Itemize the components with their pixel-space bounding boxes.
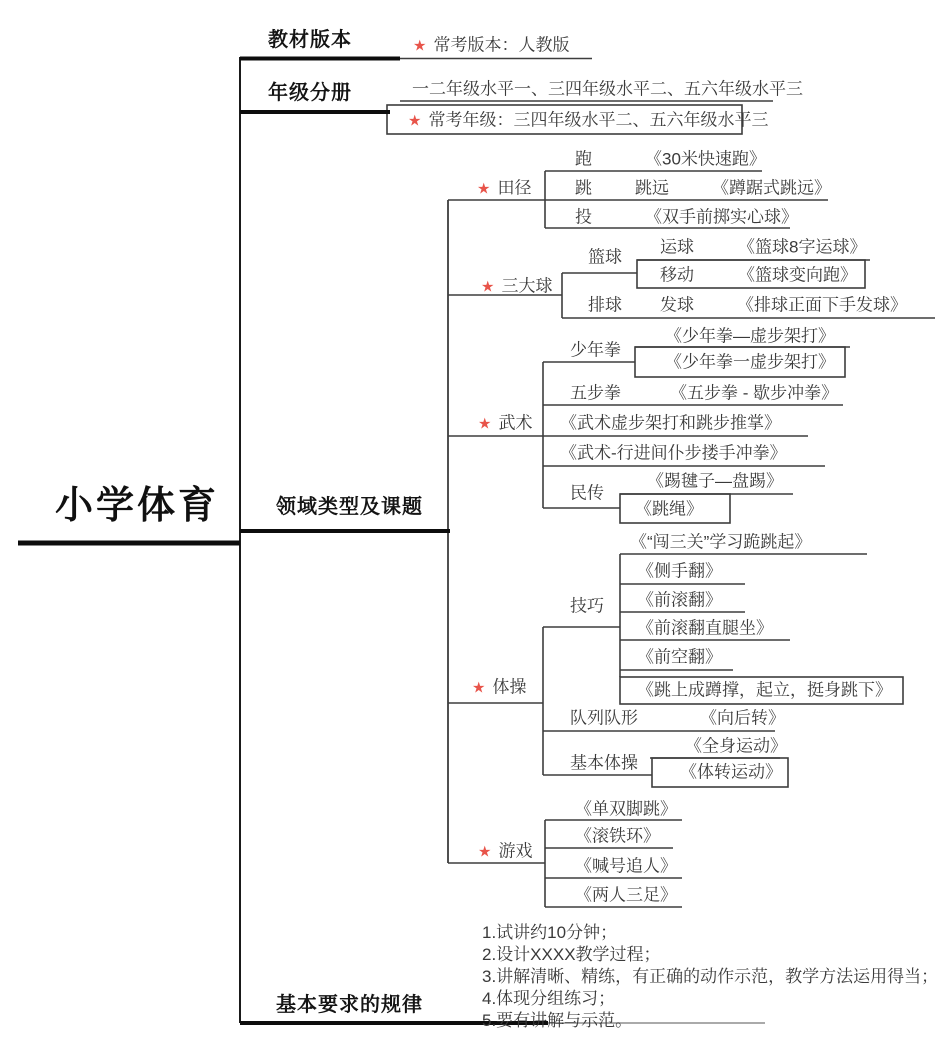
node-serve: 发球 bbox=[660, 295, 694, 315]
requirement-item: 5.要有讲解与示范。 bbox=[482, 1011, 633, 1030]
node-basic-title-2: 《体转运动》 bbox=[680, 762, 782, 782]
branch-grades: 年级分册 bbox=[268, 82, 352, 104]
node-textbook-note: ★ 常考版本：人教版 bbox=[413, 35, 570, 55]
requirement-item: 2.设计XXXX教学过程； bbox=[482, 945, 661, 964]
category-track: ★ 田径 bbox=[477, 178, 532, 198]
category-gymnastics: ★ 体操 bbox=[472, 677, 527, 697]
requirement-item: 1.试讲约10分钟； bbox=[482, 923, 618, 942]
node-run: 跑 bbox=[575, 149, 592, 169]
node-game-4: 《两人三足》 bbox=[575, 885, 677, 905]
star-icon: ★ bbox=[481, 278, 495, 296]
node-formation: 队列队形 bbox=[570, 708, 638, 728]
requirement-item: 4.体现分组练习； bbox=[482, 989, 616, 1008]
node-dribble-title: 《篮球8字运球》 bbox=[738, 237, 867, 257]
node-jump: 跳 bbox=[575, 178, 592, 198]
node-skill-5: 《前空翻》 bbox=[637, 647, 722, 667]
node-skill-2: 《侧手翻》 bbox=[637, 561, 722, 581]
node-basic: 基本体操 bbox=[570, 753, 638, 773]
branch-requirements: 基本要求的规律 bbox=[276, 994, 423, 1016]
node-jump-title: 《蹲踞式跳远》 bbox=[712, 178, 831, 198]
category-balls: ★ 三大球 bbox=[481, 276, 553, 296]
node-jump-sub: 跳远 bbox=[635, 178, 669, 198]
node-folk: 民传 bbox=[570, 483, 604, 503]
category-wushu: ★ 武术 bbox=[478, 413, 533, 433]
node-skill-3: 《前滚翻》 bbox=[637, 590, 722, 610]
node-wushu-title-b: 《武术-行进间仆步搂手冲拳》 bbox=[560, 443, 787, 463]
node-volleyball: 排球 bbox=[588, 295, 622, 315]
star-icon: ★ bbox=[478, 843, 492, 861]
node-five-step-title: 《五步拳 - 歇步冲拳》 bbox=[670, 383, 839, 403]
star-icon: ★ bbox=[413, 37, 427, 55]
node-junior-title-2: 《少年拳一虚步架打》 bbox=[665, 352, 835, 372]
node-skill-1: 《“闯三关”学习跪跳起》 bbox=[630, 532, 812, 552]
requirements-list bbox=[482, 922, 938, 1032]
node-junior-title-1: 《少年拳—虚步架打》 bbox=[665, 326, 835, 346]
star-icon: ★ bbox=[408, 112, 422, 130]
node-game-3: 《喊号追人》 bbox=[575, 856, 677, 876]
node-game-2: 《滚铁环》 bbox=[575, 826, 660, 846]
star-icon: ★ bbox=[477, 180, 491, 198]
node-junior-fist: 少年拳 bbox=[570, 340, 621, 360]
node-skill-6: 《跳上成蹲撑，起立，挺身跳下》 bbox=[637, 680, 892, 700]
node-grade-levels: 一二年级水平一、三四年级水平二、五六年级水平三 bbox=[412, 79, 803, 99]
node-folk-title-1: 《踢毽子—盘踢》 bbox=[647, 471, 783, 491]
node-formation-title: 《向后转》 bbox=[700, 708, 785, 728]
node-skill-4: 《前滚翻直腿坐》 bbox=[637, 618, 773, 638]
node-five-step: 五步拳 bbox=[570, 383, 621, 403]
root-node: 小学体育 bbox=[55, 485, 220, 527]
branch-textbook: 教材版本 bbox=[268, 29, 352, 51]
node-frequent-grades: ★ 常考年级：三四年级水平二、五六年级水平三 bbox=[408, 110, 769, 130]
star-icon: ★ bbox=[472, 679, 486, 697]
node-move-title: 《篮球变向跑》 bbox=[738, 265, 857, 285]
branch-domains: 领域类型及课题 bbox=[276, 496, 423, 518]
node-throw: 投 bbox=[575, 207, 592, 227]
requirement-item: 3.讲解清晰、精练，有正确的动作示范，教学方法运用得当； bbox=[482, 967, 939, 986]
star-icon: ★ bbox=[478, 415, 492, 433]
node-game-1: 《单双脚跳》 bbox=[575, 799, 677, 819]
node-run-title: 《30米快速跑》 bbox=[645, 149, 766, 169]
category-games: ★ 游戏 bbox=[478, 841, 533, 861]
node-dribble: 运球 bbox=[660, 237, 694, 257]
node-serve-title: 《排球正面下手发球》 bbox=[737, 295, 907, 315]
node-throw-title: 《双手前掷实心球》 bbox=[645, 207, 798, 227]
node-skills: 技巧 bbox=[570, 596, 604, 616]
node-wushu-title-a: 《武术虚步架打和跳步推掌》 bbox=[560, 413, 781, 433]
node-move: 移动 bbox=[660, 265, 694, 285]
node-folk-title-2: 《跳绳》 bbox=[635, 499, 703, 519]
node-basketball: 篮球 bbox=[588, 247, 622, 267]
node-basic-title-1: 《全身运动》 bbox=[685, 736, 787, 756]
